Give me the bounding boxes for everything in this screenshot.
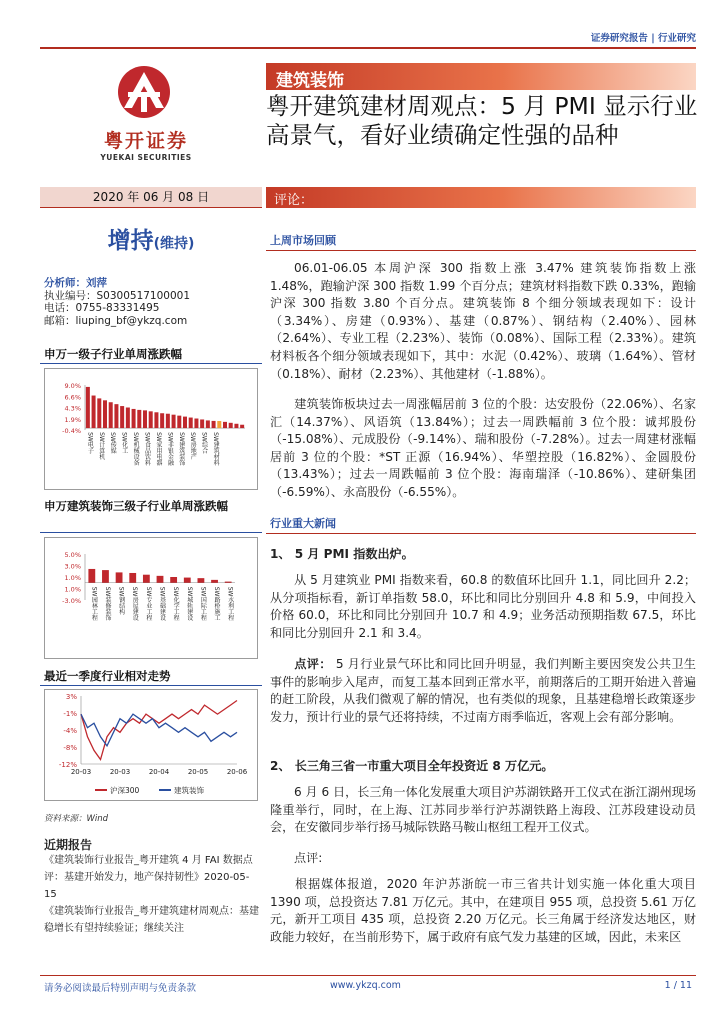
chart1-title: 申万一级子行业单周涨跌幅	[44, 347, 182, 361]
recent-reports-heading: 近期报告	[44, 838, 93, 852]
y-tick-label: 3.0%	[64, 562, 81, 571]
chart3-underline	[40, 685, 262, 686]
y-tick-label: 1.0%	[64, 585, 81, 594]
x-tick-label: SW房屋建设	[131, 586, 139, 621]
footer-disclaimer-link[interactable]: 请务必阅读最后特别声明与免责条款	[44, 983, 197, 994]
report-type-label: 证券研究报告 | 行业研究	[590, 33, 696, 44]
x-tick-label: SW园林工程	[90, 586, 98, 621]
chart-bar	[109, 402, 113, 428]
x-tick-label: SW建筑材料	[212, 432, 220, 466]
para-index-performance: 06.01-06.05 本周沪深 300 指数上涨 3.47% 建筑装饰指数上涨 1.48%，跑输沪深 300 指数 1.99 个百分点；建筑材料指数下跌 0.33%，跑输沪深 300 指数 3.80 个百分点。建筑装饰 8 个细分领域表现如下：设计（3.34%）、房建（0.93%）、基建（0.87%）、钢结构（2.40%）、园林（2.64%）、专业工程（2.23%）、装饰（0.08%）、国际工程（2.33%）。建筑材料板各个细分领域表现如下，其中：水泥（0.42%）、玻璃（1.64%）、管材（0.18%）、耐材（2.23%）、其他建材（-1.88%）。	[270, 261, 696, 381]
chart-bar	[229, 423, 233, 428]
company-logo	[86, 64, 206, 162]
y-tick-label: 4.3%	[64, 404, 81, 413]
chart-bar	[212, 421, 216, 428]
chart-bar	[234, 424, 238, 428]
report-date: 2020 年 06 月 08 日	[40, 187, 262, 208]
chart3-title: 最近一季度行业相对走势	[44, 669, 171, 683]
chart-bar	[183, 417, 187, 428]
x-tick-label: SW机械设备	[132, 432, 140, 466]
chart1-svg	[45, 369, 257, 489]
report-title: 粤开建筑建材周观点：5 月 PMI 显示行业高景气，看好业绩确定性强的品种	[266, 92, 698, 149]
chart-bar	[189, 418, 193, 429]
chart-bar	[116, 572, 123, 582]
analyst-phone: 电话：0755-83331495	[44, 302, 160, 314]
chart-bar	[143, 410, 147, 428]
x-tick-label: SW计算机	[97, 432, 105, 460]
analyst-name: 分析师：刘萍	[44, 277, 107, 289]
section-divider	[266, 250, 696, 251]
chart-bar	[206, 420, 210, 428]
chart-bar	[143, 575, 150, 583]
logo-name-en: YUEKAI SECURITIES	[100, 153, 192, 162]
section-divider	[266, 533, 696, 534]
chart-bar	[120, 406, 124, 428]
comment-banner: 评论：	[266, 187, 696, 208]
page-number: 1 / 11	[664, 980, 692, 991]
chart-bar	[177, 416, 181, 428]
legend-label: 建筑装饰	[174, 786, 204, 795]
chart-bar	[157, 576, 164, 583]
recent-report-item[interactable]: 《建筑装饰行业报告_粤开建筑 4 月 FAI 数据点评：基建开始发力，地产保持韧性》2020-05-15	[44, 855, 253, 900]
chart-bar	[126, 408, 130, 429]
chart-bar	[149, 411, 153, 428]
para-stock-movers: 建筑装饰板块过去一周涨幅居前 3 位的个股：达安股份（22.06%）、名家汇（14.37%）、风语筑（13.84%）；过去一周跌幅前 3 位个股：诚邦股份（-15.08%）、元成股份（-9.14%）、瑞和股份（-7.28%）。过去一周建材涨幅居前 3 位的个股：*ST 正源（16.94%）、华塑控股（16.82%）、金圆股份（13.43%）；过去一周跌幅前 3 位个股：海南瑞泽（-10.86%）、建研集团（-6.59%）、永高股份（-6.55%）。	[270, 397, 696, 499]
chart-bar	[129, 573, 136, 583]
chart3-svg	[45, 690, 257, 800]
x-tick-label: SW化工	[120, 432, 128, 454]
chart-bar	[200, 419, 204, 428]
chart-bar	[217, 421, 221, 428]
x-tick-label: SW装修装饰	[103, 586, 111, 621]
footer-divider	[40, 975, 696, 976]
y-tick-label: -12%	[58, 761, 77, 769]
chart-bar	[88, 569, 95, 583]
news-heading-1: 1、 5 月 PMI 指数出炉。	[270, 547, 414, 561]
x-tick-label: SW综合	[200, 432, 208, 454]
chart2-underline	[40, 532, 262, 533]
chart-bar	[102, 570, 109, 583]
series-line	[81, 714, 237, 746]
y-tick-label: 5.0%	[64, 551, 81, 559]
x-tick-label: SW家用电器	[154, 432, 162, 466]
x-tick-label: SW传媒	[109, 432, 117, 454]
x-tick-label: SW国际工程	[199, 586, 207, 621]
section-industry-news: 行业重大新闻	[270, 517, 336, 530]
chart-bar	[198, 578, 205, 583]
x-tick-label: 20-06	[226, 768, 248, 776]
chart-source: 资料来源：Wind	[44, 814, 109, 824]
chart1-underline	[40, 363, 262, 364]
sector-banner: 建筑装饰	[266, 63, 696, 90]
chart-bar	[166, 414, 170, 428]
chart-bar	[114, 404, 118, 428]
rating-main: 增持	[107, 228, 154, 254]
y-tick-label: 1.9%	[64, 415, 81, 424]
chart-bar	[194, 419, 198, 429]
para-yrd-comment: 根据媒体报道，2020 年沪苏浙皖一市三省共计划实施一体化重大项目 1390 项，总投资达 7.81 万亿元。其中，在建项目 955 项，总投资 5.61 万亿元，新开工项目 435 项，总投资 2.20 万亿元。长三角属于经济发达地区，财政能力较好，在当前形势下，属于政府有底气发力基建的区域，因此，未来区	[270, 877, 696, 944]
x-tick-label: SW建筑装饰	[177, 432, 185, 466]
chart-bar	[154, 412, 158, 428]
x-tick-label: SW非银金融	[166, 432, 174, 466]
chart-bar	[223, 422, 227, 428]
x-tick-label: 20-03	[70, 768, 92, 776]
chart-bar	[137, 410, 141, 428]
x-tick-label: SW电子	[86, 432, 94, 454]
news-heading-2: 2、 长三角三省一市重大项目全年投资近 8 万亿元。	[270, 759, 554, 773]
chart-bar	[240, 425, 244, 428]
chart-bar	[86, 387, 90, 428]
x-tick-label: SW房地产	[189, 432, 197, 460]
logo-mark-icon	[112, 64, 176, 120]
y-tick-label: 6.6%	[64, 393, 81, 402]
chart2-box	[44, 537, 258, 659]
analyst-info	[44, 277, 190, 327]
y-tick-label: -1%	[63, 710, 77, 718]
header-divider	[40, 47, 696, 49]
chart2-title: 申万建筑装饰三级子行业单周涨跌幅	[44, 499, 228, 513]
recent-reports-list	[44, 852, 260, 937]
x-tick-label: SW化学工程	[172, 586, 180, 621]
para-pmi: 从 5 月建筑业 PMI 指数来看，60.8 的数值环比回升 1.1，同比回升 2.2；从分项指标看，新订单指数 58.0，环比和同比分别回升 4.8 和 5.9，中间投入价格 60.0，环比和同比分别回升 10.7 和 4.9；业务活动预期指数 67.5，环比和同比分别回升 2.1 和 3.4。	[270, 573, 696, 640]
legend-label: 沪深300	[110, 786, 140, 795]
chart-bar	[103, 400, 107, 428]
x-tick-label: SW路桥施工	[213, 586, 221, 621]
para-pmi-comment: 点评： 5 月行业景气环比和同比回升明显，我们判断主要因突发公共卫生事件的影响步入尾声，而复工基本回到正常水平，前期落后的工期开始进入普遍的赶工阶段，从我们微观了解的情况，也有类似的现象，且基建稳增长政策逐步发力，预计行业的景气还将持续，不过南方雨季临近，客观上会有部分影响。	[270, 657, 696, 724]
rating-sub: (维持)	[153, 236, 195, 252]
para-comment-label: 点评:	[294, 851, 323, 865]
x-tick-label: SW水利工程	[226, 586, 234, 621]
chart-bar	[170, 577, 177, 583]
y-tick-label: -8%	[63, 744, 77, 752]
chart-bar	[225, 582, 232, 583]
logo-name-cn: 粤开证券	[103, 130, 188, 152]
y-tick-label: -4%	[63, 727, 77, 735]
x-tick-label: 20-05	[187, 768, 209, 776]
analyst-license: 执业编号：S0300517100001	[44, 289, 191, 302]
chart3-box	[44, 689, 258, 801]
y-tick-label: -0.4%	[62, 427, 81, 435]
analyst-email[interactable]: 邮箱：liuping_bf@ykzq.com	[44, 314, 188, 327]
recent-report-item[interactable]: 《建筑装饰行业报告_粤开建筑建材周观点：基建稳增长有望持续验证；继续关注	[44, 906, 259, 934]
chart-bar	[184, 578, 191, 583]
chart-bar	[160, 413, 164, 428]
chart-bar	[172, 415, 176, 428]
x-tick-label: 20-04	[148, 768, 170, 776]
y-tick-label: 3%	[65, 693, 77, 701]
chart-bar	[97, 398, 101, 428]
x-tick-label: SW基础建设	[158, 586, 166, 621]
rating-block	[40, 222, 262, 255]
chart-bar	[92, 396, 96, 429]
footer-website-link[interactable]: www.ykzq.com	[330, 980, 401, 991]
section-market-review: 上周市场回顾	[270, 234, 336, 247]
x-tick-label: SW专业工程	[144, 586, 152, 621]
chart-bar	[132, 409, 136, 428]
x-tick-label: SW城轨建设	[185, 586, 193, 621]
y-tick-label: -3.0%	[62, 597, 81, 605]
series-line	[81, 701, 237, 760]
x-tick-label: SW食品饮料	[143, 432, 151, 466]
x-tick-label: SW钢结构	[117, 586, 125, 615]
y-tick-label: 9.0%	[64, 382, 81, 390]
chart-bar	[211, 580, 218, 583]
y-tick-label: 1.0%	[64, 574, 81, 582]
x-tick-label: 20-03	[109, 768, 131, 776]
chart1-box	[44, 368, 258, 490]
para-yrd-projects: 6 月 6 日，长三角一体化发展重大项目沪苏湖铁路开工仪式在浙江湖州现场隆重举行，同时，在上海、江苏同步举行沪苏湖铁路上海段、江苏段建设动员会，在安徽同步举行扬马城际铁路马鞍山枢纽工程开工仪式。	[270, 785, 696, 835]
chart2-svg	[45, 538, 257, 658]
